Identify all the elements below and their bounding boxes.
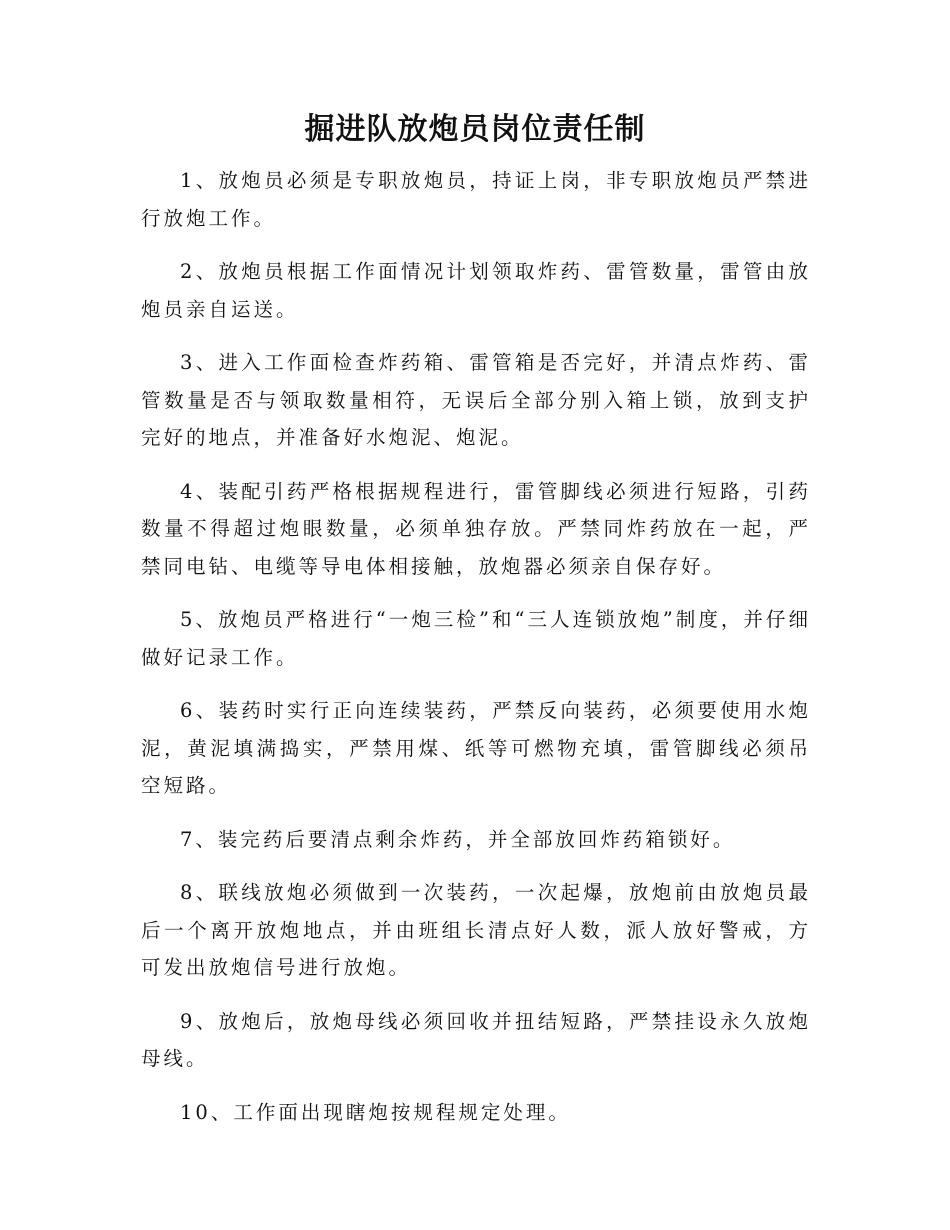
document-title: 掘进队放炮员岗位责任制 <box>304 112 646 147</box>
paragraph-5: 5、放炮员严格进行“一炮三检”和“三人连锁放炮”制度，并仔细做好记录工作。 <box>141 608 811 669</box>
paragraph-2: 2、放炮员根据工作面情况计划领取炸药、雷管数量，雷管由放炮员亲自运送。 <box>141 260 811 321</box>
paragraph-6: 6、装药时实行正向连续装药，严禁反向装药，必须要使用水炮泥，黄泥填满捣实，严禁用煤、纸等可燃物充填，雷管脚线必须吊空短路。 <box>141 699 811 797</box>
paragraph-10: 10、工作面出现瞎炮按规程规定处理。 <box>180 1100 571 1124</box>
paragraph-3: 3、进入工作面检查炸药箱、雷管箱是否完好，并清点炸药、雷管数量是否与领取数量相符，无误后全部分别入箱上锁，放到支护完好的地点，并准备好水炮泥、炮泥。 <box>141 351 811 449</box>
paragraph-8: 8、联线放炮必须做到一次装药，一次起爆，放炮前由放炮员最后一个离开放炮地点，并由班组长清点好人数，派人放好警戒，方可发出放炮信号进行放炮。 <box>141 881 811 979</box>
paragraph-9: 9、放炮后，放炮母线必须回收并扭结短路，严禁挂设永久放炮母线。 <box>141 1009 811 1070</box>
document-body <box>141 162 811 1147</box>
paragraph-4: 4、装配引药严格根据规程进行，雷管脚线必须进行短路，引药数量不得超过炮眼数量，必须单独存放。严禁同炸药放在一起，严禁同电钻、电缆等导电体相接触，放炮器必须亲自保存好。 <box>141 479 811 578</box>
paragraph-7: 7、装完药后要清点剩余炸药，并全部放回炸药箱锁好。 <box>180 827 736 851</box>
paragraph-1: 1、放炮员必须是专职放炮员，持证上岗，非专职放炮员严禁进行放炮工作。 <box>141 169 811 230</box>
